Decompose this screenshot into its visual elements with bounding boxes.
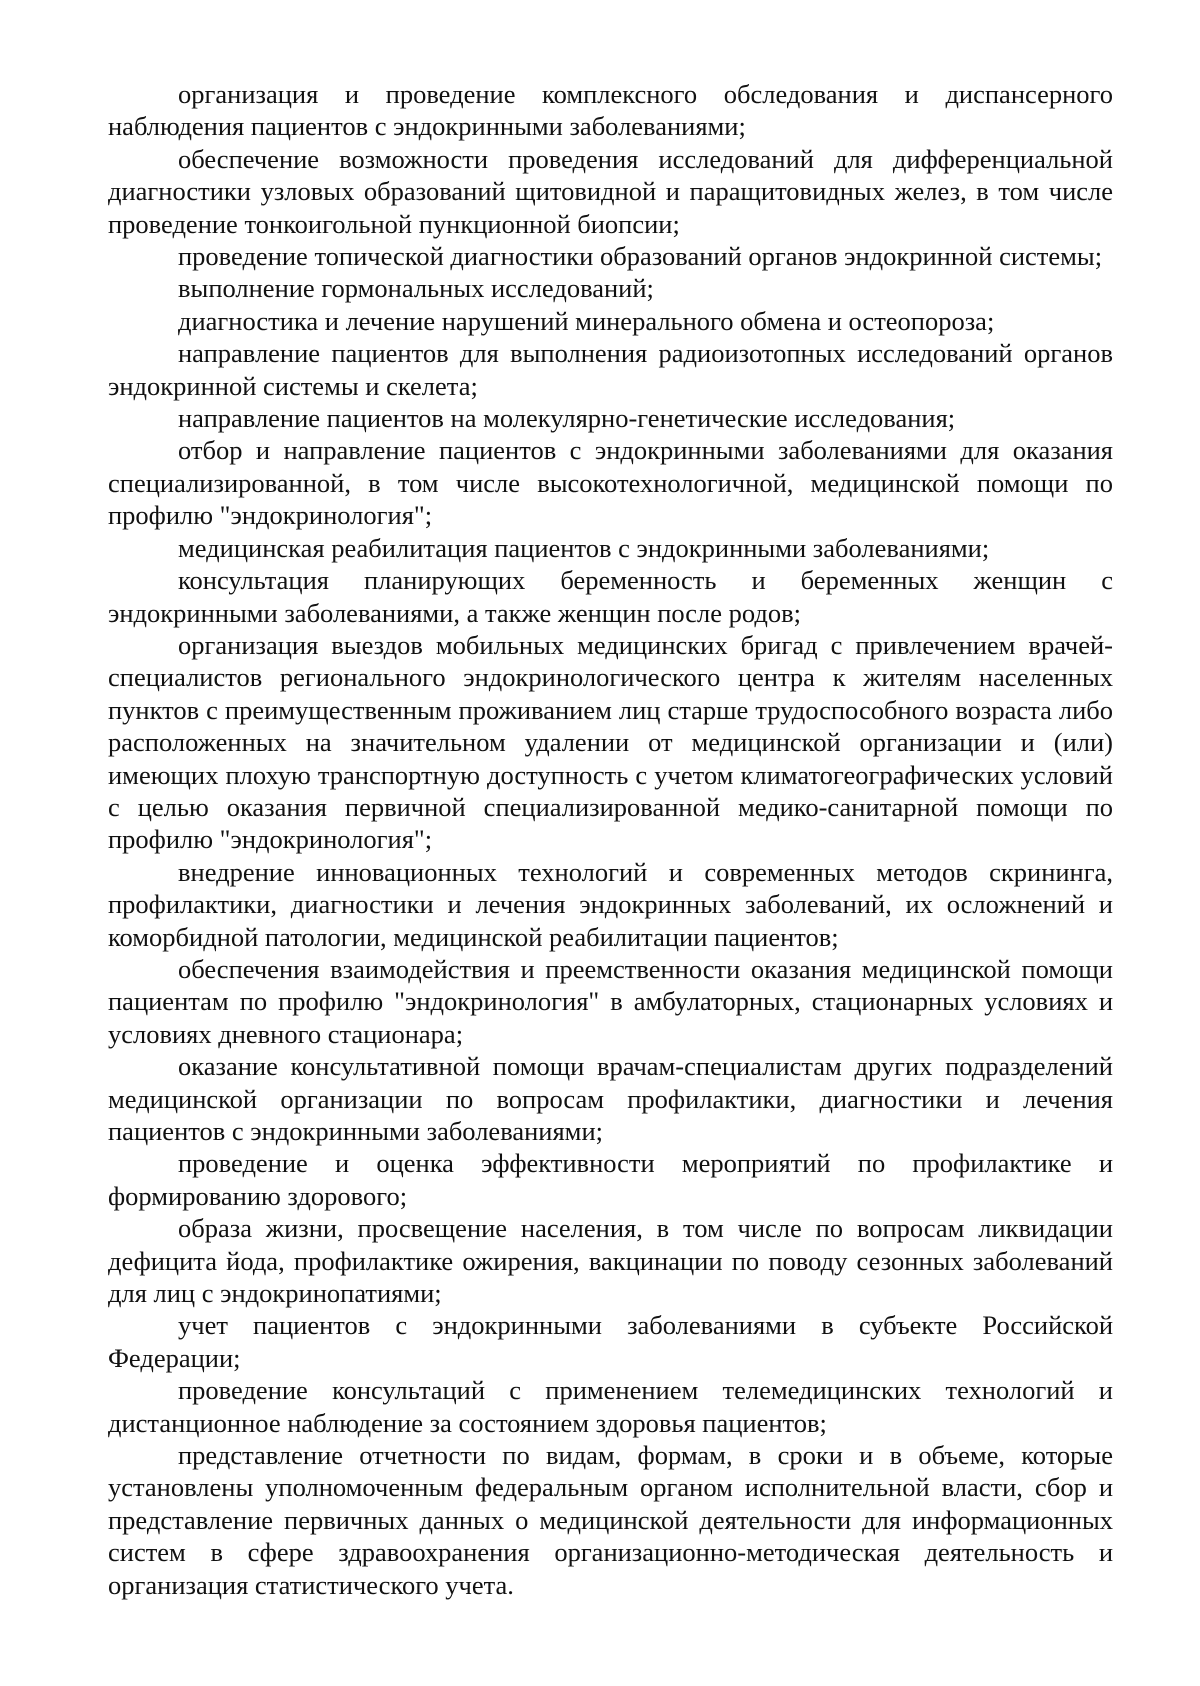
paragraph-18: проведение консультаций с применением телемедицинских технологий и дистанционное наблюдение за состоянием здоровья пациентов; bbox=[108, 1375, 1113, 1438]
paragraph-13: обеспечения взаимодействия и преемственности оказания медицинской помощи пациентам по профилю "эндокринология" в амбулаторных, стационарных условиях и условиях дневного стационара; bbox=[108, 953, 1113, 1049]
paragraph-3: проведение топической диагностики образований органов эндокринной системы; bbox=[178, 241, 1103, 272]
paragraph-16: образа жизни, просвещение населения, в том числе по вопросам ликвидации дефицита йода, профилактике ожирения, вакцинации по поводу сезонных заболеваний для лиц с эндокринопатиями; bbox=[108, 1213, 1113, 1309]
paragraph-19: представление отчетности по видам, формам, в сроки и в объеме, которые установлены уполномоченным федеральным органом исполнительной власти, сбор и представление первичных данных о медицинской деятельности для информационных систем в сфере здравоохранения организационно-методическая деятельность и организация статистического учета. bbox=[108, 1440, 1113, 1600]
paragraph-5: диагностика и лечение нарушений минерального обмена и остеопороза; bbox=[178, 305, 995, 336]
paragraph-1: организация и проведение комплексного обследования и диспансерного наблюдения пациентов с эндокринными заболеваниями; bbox=[108, 79, 1113, 142]
paragraph-4: выполнение гормональных исследований; bbox=[178, 273, 654, 304]
paragraph-8: отбор и направление пациентов с эндокринными заболеваниями для оказания специализированной, в том числе высокотехнологичной, медицинской помощи по профилю "эндокринология"; bbox=[108, 435, 1113, 531]
paragraph-17: учет пациентов с эндокринными заболеваниями в субъекте Российской Федерации; bbox=[108, 1310, 1113, 1373]
paragraph-7: направление пациентов на молекулярно-генетические исследования; bbox=[178, 403, 956, 434]
paragraph-6: направление пациентов для выполнения радиоизотопных исследований органов эндокринной системы и скелета; bbox=[108, 338, 1113, 401]
paragraph-11: организация выездов мобильных медицинских бригад с привлечением врачей-специалистов регионального эндокринологического центра к жителям населенных пунктов с преимущественным проживанием лиц старше трудоспособного возраста либо расположенных на значительном удалении от медицинской организации и (или) имеющих плохую транспортную доступность с учетом климатогеографических условий с целью оказания первичной специализированной медико-санитарной помощи по профилю "эндокринология"; bbox=[108, 629, 1113, 855]
paragraph-2: обеспечение возможности проведения исследований для дифференциальной диагностики узловых образований щитовидной и паращитовидных желез, в том числе проведение тонкоигольной пункционной биопсии; bbox=[108, 143, 1113, 239]
paragraph-9: медицинская реабилитация пациентов с эндокринными заболеваниями; bbox=[178, 532, 990, 563]
paragraph-12: внедрение инновационных технологий и современных методов скрининга, профилактики, диагностики и лечения эндокринных заболеваний, их осложнений и коморбидной патологии, медицинской реабилитации пациентов; bbox=[108, 856, 1113, 952]
paragraph-10: консультация планирующих беременность и беременных женщин с эндокринными заболеваниями, а также женщин после родов; bbox=[108, 565, 1113, 628]
paragraph-14: оказание консультативной помощи врачам-специалистам других подразделений медицинской организации по вопросам профилактики, диагностики и лечения пациентов с эндокринными заболеваниями; bbox=[108, 1051, 1113, 1146]
paragraph-15: проведение и оценка эффективности мероприятий по профилактике и формированию здорового; bbox=[108, 1148, 1113, 1211]
document-page bbox=[108, 78, 1113, 1601]
